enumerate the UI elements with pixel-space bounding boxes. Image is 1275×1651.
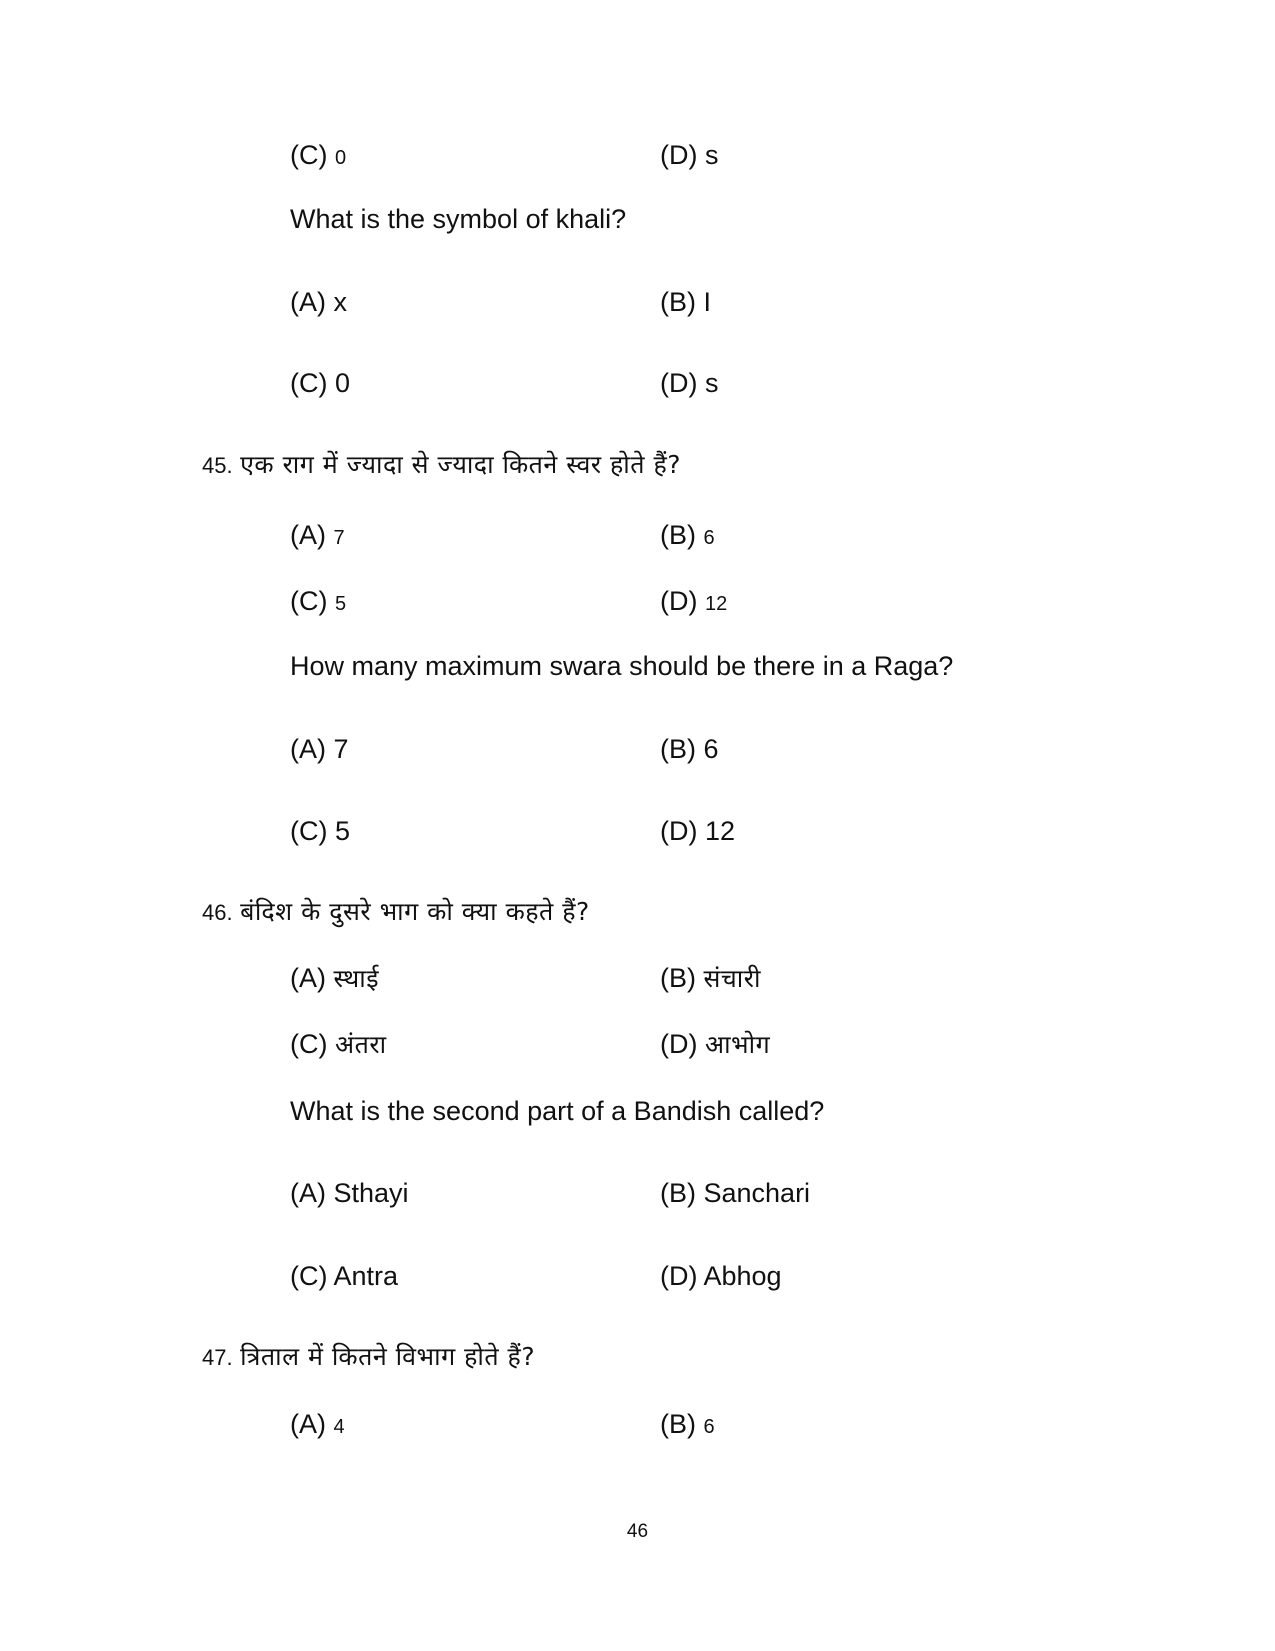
q46-english-option-a: (A) Sthayi: [290, 1178, 409, 1208]
q45-hindi-question: [202, 447, 681, 483]
q44-hindi-option-d: [660, 138, 719, 172]
option-value: स्थाई: [333, 964, 379, 993]
option-label: (C): [290, 140, 328, 170]
q45-english-option-a: (A) 7: [290, 734, 349, 764]
q45-english-question: How many maximum swara should be there in a Raga?: [290, 651, 954, 681]
q46-english-option-d: (D) Abhog: [660, 1261, 782, 1291]
question-text: बंदिश के दुसरे भाग को क्या कहते हैं?: [240, 897, 590, 926]
option-label: (D): [660, 140, 698, 170]
q46-hindi-option-d: [660, 1027, 770, 1062]
page-number: 46: [626, 1521, 649, 1542]
question-number: 47.: [202, 1345, 233, 1370]
q45-hindi-option-c: [290, 584, 346, 621]
q44-english-option-b: (B) I: [660, 287, 711, 317]
option-value: संचारी: [703, 964, 761, 993]
option-label: (B): [660, 1409, 696, 1439]
option-label: (C): [290, 1029, 328, 1059]
option-value: 6: [703, 1416, 715, 1438]
option-label: (D): [660, 1029, 698, 1059]
option-value: अंतरा: [335, 1030, 387, 1059]
option-label: (B): [660, 520, 696, 550]
q46-english-option-c: (C) Antra: [290, 1261, 399, 1291]
q47-hindi-option-a: [290, 1407, 345, 1444]
q46-hindi-option-c: [290, 1027, 387, 1062]
q44-english-option-c: (C) 0: [290, 368, 350, 398]
option-value: 0: [335, 147, 347, 169]
q46-hindi-question: [202, 894, 590, 930]
option-label: (A): [290, 520, 326, 550]
q46-hindi-option-a: [290, 961, 379, 996]
q44-english-question: What is the symbol of khali?: [290, 204, 627, 234]
q44-hindi-option-c: [290, 138, 346, 175]
q45-english-option-d: (D) 12: [660, 816, 736, 846]
option-value: 5: [335, 593, 347, 615]
q45-hindi-option-b: [660, 518, 715, 555]
q45-english-option-c: (C) 5: [290, 816, 350, 846]
option-value: आभोग: [705, 1030, 771, 1059]
question-number: 45.: [202, 453, 233, 478]
q44-english-option-d: (D) s: [660, 368, 719, 398]
option-value: s: [705, 140, 719, 170]
q46-english-question: What is the second part of a Bandish called?: [290, 1096, 825, 1126]
question-text: त्रिताल में कितने विभाग होते हैं?: [240, 1342, 536, 1371]
question-text: एक राग में ज्यादा से ज्यादा कितने स्वर होते हैं?: [240, 450, 682, 479]
q44-english-option-a: (A) x: [290, 287, 347, 317]
q45-hindi-option-d: [660, 584, 727, 621]
option-value: 4: [333, 1416, 345, 1438]
option-label: (A): [290, 963, 326, 993]
q47-hindi-question: [202, 1339, 535, 1375]
option-label: (D): [660, 586, 698, 616]
question-number: 46.: [202, 900, 233, 925]
q46-hindi-option-b: [660, 961, 761, 996]
q45-english-option-b: (B) 6: [660, 734, 719, 764]
option-label: (A): [290, 1409, 326, 1439]
option-label: (C): [290, 586, 328, 616]
option-value: 7: [333, 527, 345, 549]
q47-hindi-option-b: [660, 1407, 715, 1444]
option-label: (B): [660, 963, 696, 993]
option-value: 12: [705, 593, 728, 615]
q45-hindi-option-a: [290, 518, 345, 555]
option-value: 6: [703, 527, 715, 549]
q46-english-option-b: (B) Sanchari: [660, 1178, 811, 1208]
